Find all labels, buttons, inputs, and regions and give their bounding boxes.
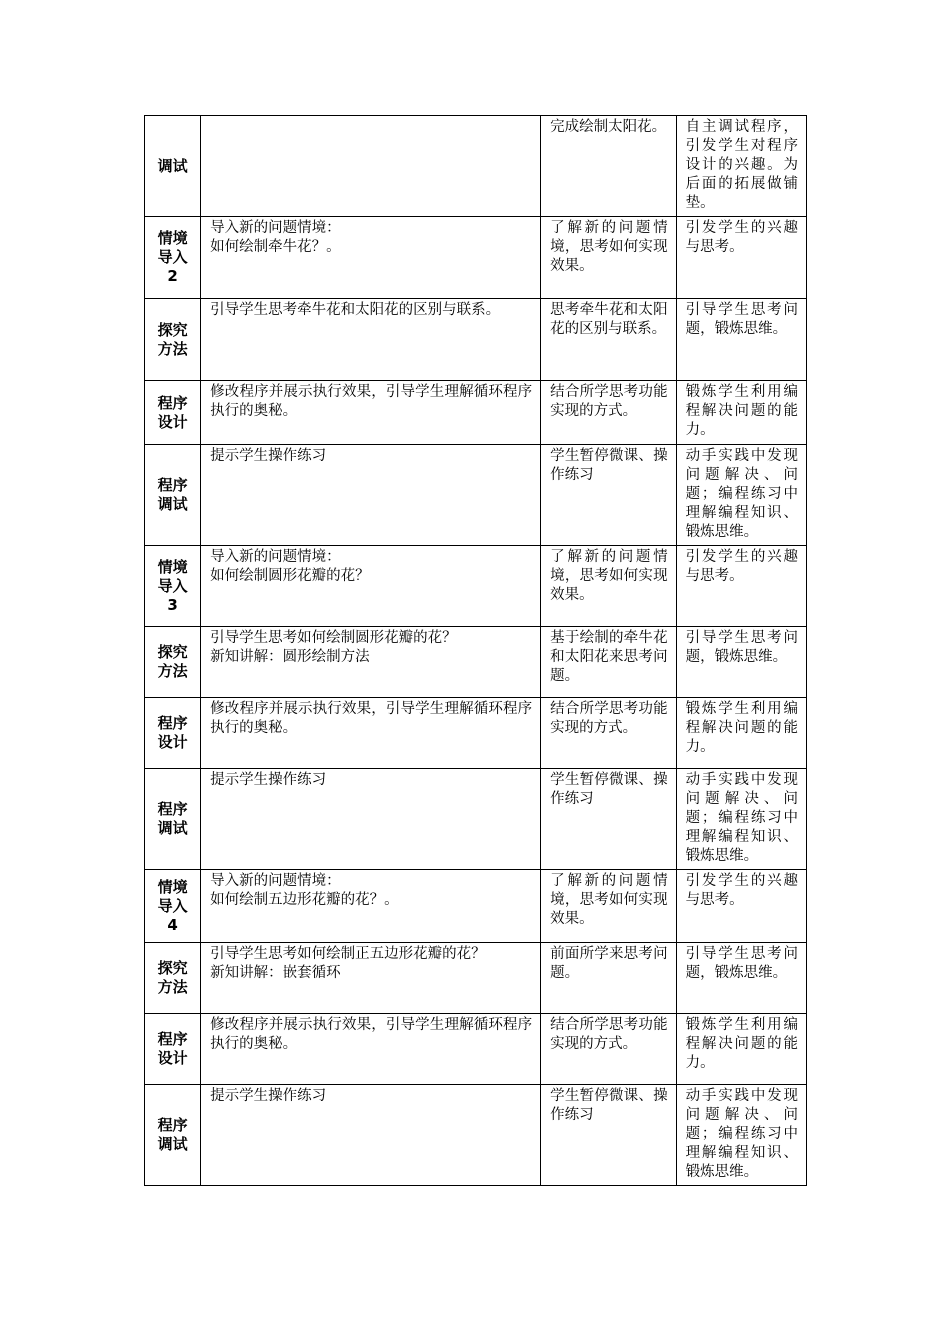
stage-label: 方法 xyxy=(157,978,188,996)
design-intent-cell: 动手实践中发现问题解决、问题；编程练习中理解编程知识、锻炼思维。 xyxy=(676,769,806,870)
table-row xyxy=(145,769,807,870)
stage-label: 导入 xyxy=(157,248,188,266)
teacher-activity-text: 引导学生思考牵牛花和太阳花的区别与联系。 xyxy=(210,302,501,318)
stage-label: 调试 xyxy=(157,156,188,175)
design-intent-cell: 引导学生思考问题，锻炼思维。 xyxy=(676,627,806,698)
stage-label: 程序 xyxy=(157,1116,188,1134)
design-intent-cell: 引发学生的兴趣与思考。 xyxy=(676,870,806,943)
design-intent-cell: 自主调试程序，引发学生对程序设计的兴趣。为后面的拓展做铺垫。 xyxy=(676,116,806,217)
teacher-activity-cell xyxy=(201,217,541,299)
stage-label: 方法 xyxy=(157,662,188,680)
table-row xyxy=(145,445,807,546)
student-activity-cell: 前面所学来思考问题。 xyxy=(541,943,676,1014)
teacher-activity-text: 引导学生思考如何绘制圆形花瓣的花？ xyxy=(210,630,457,646)
stage-cell xyxy=(145,1014,201,1085)
teacher-activity-cell xyxy=(201,1085,541,1186)
teacher-activity-text: 导入新的问题情境： xyxy=(210,220,341,236)
stage-label: 方法 xyxy=(157,339,188,358)
table-row xyxy=(145,627,807,698)
table-row xyxy=(145,299,807,381)
student-activity-cell: 学生暂停微课、操作练习 xyxy=(541,1085,676,1186)
student-activity-cell: 了解新的问题情境，思考如何实现效果。 xyxy=(541,546,676,627)
student-activity-cell: 了解新的问题情境，思考如何实现效果。 xyxy=(541,870,676,943)
design-intent-cell: 动手实践中发现问题解决、问题；编程练习中理解编程知识、锻炼思维。 xyxy=(676,1085,806,1186)
stage-cell xyxy=(145,943,201,1014)
table-row xyxy=(145,698,807,769)
design-intent-cell: 引导学生思考问题，锻炼思维。 xyxy=(676,943,806,1014)
stage-cell xyxy=(145,698,201,769)
design-intent-cell: 引发学生的兴趣与思考。 xyxy=(676,546,806,627)
stage-label: 探究 xyxy=(157,959,188,977)
teacher-activity-text: 提示学生操作练习 xyxy=(210,1088,327,1104)
student-activity-cell: 完成绘制太阳花。 xyxy=(541,116,676,217)
student-activity-cell: 结合所学思考功能实现的方式。 xyxy=(541,698,676,769)
stage-cell xyxy=(145,546,201,627)
student-activity-cell: 思考牵牛花和太阳花的区别与联系。 xyxy=(541,299,676,381)
stage-label: 程序 xyxy=(157,800,188,818)
teacher-activity-cell xyxy=(201,627,541,698)
teacher-activity-cell xyxy=(201,943,541,1014)
teacher-activity-text: 引导学生思考如何绘制正五边形花瓣的花？ xyxy=(210,946,486,962)
teacher-activity-text: 如何绘制牵牛花？。 xyxy=(210,239,341,255)
stage-label: 调试 xyxy=(157,1135,188,1153)
teacher-activity-cell xyxy=(201,870,541,943)
stage-label: 探究 xyxy=(157,643,188,661)
lesson-plan-table xyxy=(144,115,807,1186)
table-body xyxy=(145,116,807,1186)
table-row xyxy=(145,870,807,943)
student-activity-cell: 了解新的问题情境，思考如何实现效果。 xyxy=(541,217,676,299)
teacher-activity-text: 提示学生操作练习 xyxy=(210,772,327,788)
design-intent-cell: 动手实践中发现问题解决、问题；编程练习中理解编程知识、锻炼思维。 xyxy=(676,445,806,546)
teacher-activity-cell xyxy=(201,698,541,769)
stage-label: 导入 xyxy=(157,896,188,915)
table-row xyxy=(145,1085,807,1186)
stage-label: 程序 xyxy=(157,1030,188,1048)
teacher-activity-text: 导入新的问题情境： xyxy=(210,549,341,565)
stage-label: 程序 xyxy=(157,714,188,732)
stage-label: 调试 xyxy=(157,819,188,837)
teacher-activity-text: 如何绘制圆形花瓣的花？ xyxy=(210,568,370,584)
stage-label: 情境 xyxy=(157,229,188,247)
design-intent-cell: 锻炼学生利用编程解决问题的能力。 xyxy=(676,1014,806,1085)
stage-cell xyxy=(145,627,201,698)
stage-cell xyxy=(145,1085,201,1186)
design-intent-cell: 锻炼学生利用编程解决问题的能力。 xyxy=(676,698,806,769)
stage-label: 设计 xyxy=(157,1049,188,1067)
teacher-activity-cell xyxy=(201,299,541,381)
teacher-activity-text: 如何绘制五边形花瓣的花？。 xyxy=(210,892,399,908)
table-row xyxy=(145,381,807,445)
teacher-activity-text: 修改程序并展示执行效果，引导学生理解循环程序执行的奥秘。 xyxy=(210,384,533,419)
student-activity-cell: 结合所学思考功能实现的方式。 xyxy=(541,1014,676,1085)
stage-label: 情境 xyxy=(157,877,188,896)
stage-label: 设计 xyxy=(157,412,188,431)
teacher-activity-cell xyxy=(201,546,541,627)
design-intent-cell: 引导学生思考问题，锻炼思维。 xyxy=(676,299,806,381)
teacher-activity-text: 修改程序并展示执行效果，引导学生理解循环程序执行的奥秘。 xyxy=(210,1017,533,1052)
stage-cell xyxy=(145,381,201,445)
design-intent-cell: 引发学生的兴趣与思考。 xyxy=(676,217,806,299)
table-row xyxy=(145,1014,807,1085)
teacher-activity-text: 新知讲解：圆形绘制方法 xyxy=(210,649,370,665)
stage-cell xyxy=(145,116,201,217)
student-activity-cell: 结合所学思考功能实现的方式。 xyxy=(541,381,676,445)
teacher-activity-text: 修改程序并展示执行效果，引导学生理解循环程序执行的奥秘。 xyxy=(210,701,533,736)
student-activity-cell: 基于绘制的牵牛花和太阳花来思考问题。 xyxy=(541,627,676,698)
stage-label: 3 xyxy=(167,595,178,614)
teacher-activity-cell xyxy=(201,769,541,870)
table-row xyxy=(145,116,807,217)
teacher-activity-cell xyxy=(201,381,541,445)
stage-cell xyxy=(145,217,201,299)
stage-label: 探究 xyxy=(157,320,188,339)
stage-label: 程序 xyxy=(157,476,188,494)
stage-label: 2 xyxy=(167,267,178,285)
teacher-activity-cell xyxy=(201,1014,541,1085)
stage-label: 调试 xyxy=(157,495,188,513)
stage-label: 程序 xyxy=(157,393,188,412)
teacher-activity-text: 导入新的问题情境： xyxy=(210,873,341,889)
design-intent-cell: 锻炼学生利用编程解决问题的能力。 xyxy=(676,381,806,445)
stage-cell xyxy=(145,870,201,943)
stage-label: 4 xyxy=(167,915,178,934)
stage-label: 情境 xyxy=(157,557,188,576)
teacher-activity-text: 提示学生操作练习 xyxy=(210,448,327,464)
teacher-activity-cell xyxy=(201,445,541,546)
stage-label: 设计 xyxy=(157,733,188,751)
table-row xyxy=(145,546,807,627)
student-activity-cell: 学生暂停微课、操作练习 xyxy=(541,769,676,870)
stage-cell xyxy=(145,445,201,546)
stage-label: 导入 xyxy=(157,576,188,595)
student-activity-cell: 学生暂停微课、操作练习 xyxy=(541,445,676,546)
stage-cell xyxy=(145,769,201,870)
table-row xyxy=(145,943,807,1014)
table-row xyxy=(145,217,807,299)
stage-cell xyxy=(145,299,201,381)
teacher-activity-text: 新知讲解：嵌套循环 xyxy=(210,965,341,981)
teacher-activity-cell xyxy=(201,116,541,217)
